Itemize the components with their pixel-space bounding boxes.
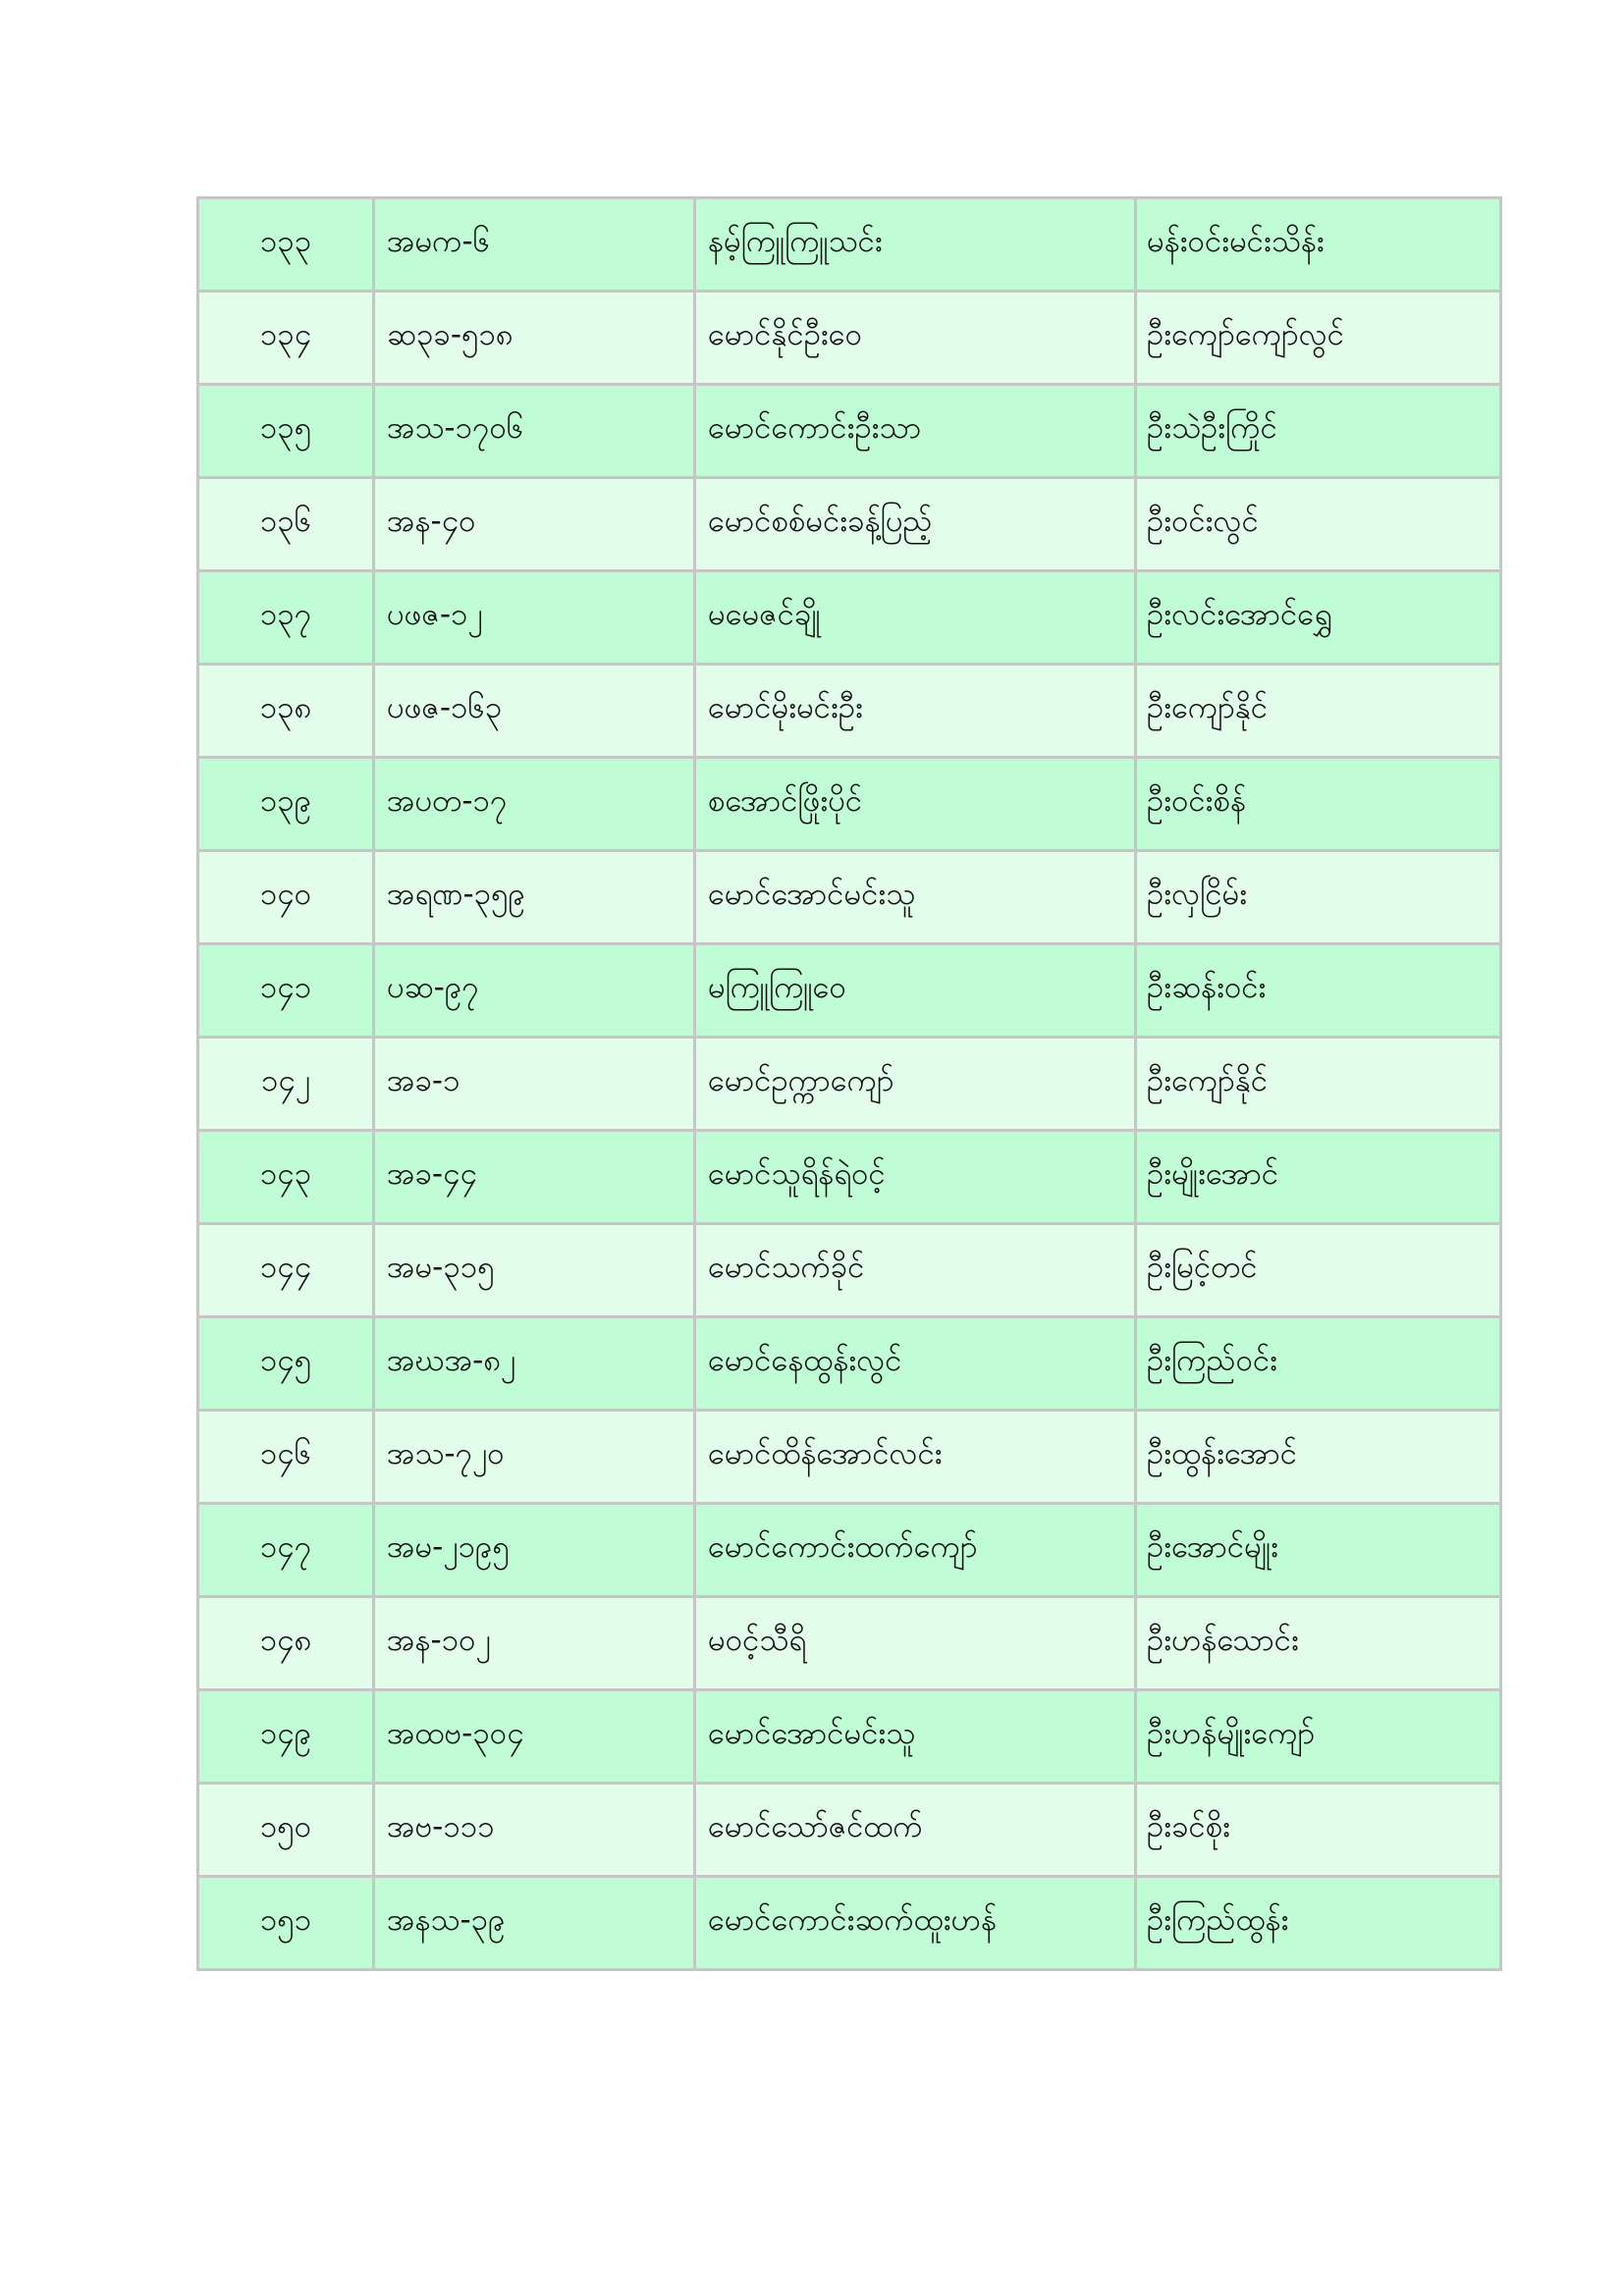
father-name-cell: ဦးမျိုးအောင် <box>1136 1131 1501 1224</box>
table-row <box>198 198 1501 292</box>
father-name-cell: ဦးလင်းအောင်ရွှေ <box>1136 571 1501 665</box>
registration-number-cell: ပဆ-၉၇ <box>374 944 695 1038</box>
registration-number-cell: အမ-၃၁၅ <box>374 1224 695 1317</box>
serial-number-cell: ၁၄၀ <box>198 851 374 944</box>
serial-number-cell: ၁၄၅ <box>198 1317 374 1411</box>
student-name-cell: မမေဇင်ချို <box>695 571 1136 665</box>
registration-number-cell: အနသ-၃၉ <box>374 1877 695 1970</box>
table-row <box>198 1317 1501 1411</box>
father-name-cell: ဦးသဲဦးကြိုင် <box>1136 385 1501 478</box>
registration-number-cell: အခ-၁ <box>374 1038 695 1131</box>
father-name-cell: ဦးကျော်နိုင် <box>1136 665 1501 758</box>
father-name-cell: မန်းဝင်းမင်းသိန်း <box>1136 198 1501 292</box>
registration-number-cell: အဃအ-၈၂ <box>374 1317 695 1411</box>
serial-number-cell: ၁၃၃ <box>198 198 374 292</box>
serial-number-cell: ၁၃၉ <box>198 758 374 851</box>
registration-number-cell: အဗ-၁၁၁ <box>374 1784 695 1877</box>
student-name-cell: မောင်နေထွန်းလွင် <box>695 1317 1136 1411</box>
student-name-cell: မောင်ဥက္ကာကျော် <box>695 1038 1136 1131</box>
serial-number-cell: ၁၄၄ <box>198 1224 374 1317</box>
registration-number-cell: အန-၁၀၂ <box>374 1597 695 1690</box>
table-row <box>198 478 1501 571</box>
roster-table <box>196 196 1502 1971</box>
student-name-cell: မောင်ကောင်းဦးသာ <box>695 385 1136 478</box>
serial-number-cell: ၁၄၁ <box>198 944 374 1038</box>
student-name-cell: မောင်ကောင်းဆက်ထူးဟန် <box>695 1877 1136 1970</box>
serial-number-cell: ၁၅၁ <box>198 1877 374 1970</box>
father-name-cell: ဦးကျော်နိုင် <box>1136 1038 1501 1131</box>
table-row <box>198 1224 1501 1317</box>
table-row <box>198 944 1501 1038</box>
serial-number-cell: ၁၃၄ <box>198 292 374 385</box>
serial-number-cell: ၁၃၆ <box>198 478 374 571</box>
serial-number-cell: ၁၄၃ <box>198 1131 374 1224</box>
table-row <box>198 1597 1501 1690</box>
father-name-cell: ဦးထွန်းအောင် <box>1136 1411 1501 1504</box>
registration-number-cell: အမက-၆ <box>374 198 695 292</box>
father-name-cell: ဦးဝင်းစိန် <box>1136 758 1501 851</box>
registration-number-cell: အသ-၇၂၀ <box>374 1411 695 1504</box>
student-name-cell: မောင်ထိန်အောင်လင်း <box>695 1411 1136 1504</box>
roster-sheet <box>196 196 1502 1971</box>
table-row <box>198 1038 1501 1131</box>
student-name-cell: မောင်အောင်မင်းသူ <box>695 851 1136 944</box>
student-name-cell: မောင်နိုင်ဦးဝေ <box>695 292 1136 385</box>
student-name-cell: မောင်သော်ဇင်ထက် <box>695 1784 1136 1877</box>
table-row <box>198 758 1501 851</box>
father-name-cell: ဦးအောင်မျိုး <box>1136 1504 1501 1597</box>
serial-number-cell: ၁၅၀ <box>198 1784 374 1877</box>
serial-number-cell: ၁၃၇ <box>198 571 374 665</box>
table-row <box>198 665 1501 758</box>
table-row <box>198 385 1501 478</box>
table-row <box>198 292 1501 385</box>
registration-number-cell: ပဖဇ-၁၆၃ <box>374 665 695 758</box>
table-row <box>198 1504 1501 1597</box>
student-name-cell: မောင်မိုးမင်းဦး <box>695 665 1136 758</box>
table-row <box>198 1784 1501 1877</box>
father-name-cell: ဦးကြည်ထွန်း <box>1136 1877 1501 1970</box>
roster-table-body <box>198 198 1501 1970</box>
student-name-cell: မောင်သက်ခိုင် <box>695 1224 1136 1317</box>
student-name-cell: မကြူကြူဝေ <box>695 944 1136 1038</box>
student-name-cell: မောင်ကောင်းထက်ကျော် <box>695 1504 1136 1597</box>
father-name-cell: ဦးဆန်းဝင်း <box>1136 944 1501 1038</box>
serial-number-cell: ၁၄၉ <box>198 1690 374 1784</box>
table-row <box>198 1690 1501 1784</box>
registration-number-cell: အထဗ-၃၀၄ <box>374 1690 695 1784</box>
student-name-cell: စအောင်ဖြိုးပိုင် <box>695 758 1136 851</box>
serial-number-cell: ၁၄၇ <box>198 1504 374 1597</box>
student-name-cell: နမ့်ကြူကြူသင်း <box>695 198 1136 292</box>
student-name-cell: မောင်စစ်မင်းခန့်ပြည့် <box>695 478 1136 571</box>
father-name-cell: ဦးခင်စိုး <box>1136 1784 1501 1877</box>
registration-number-cell: အပတ-၁၇ <box>374 758 695 851</box>
registration-number-cell: အခ-၄၄ <box>374 1131 695 1224</box>
serial-number-cell: ၁၃၅ <box>198 385 374 478</box>
registration-number-cell: အန-၄၀ <box>374 478 695 571</box>
student-name-cell: မဝင့်သီရိ <box>695 1597 1136 1690</box>
table-row <box>198 571 1501 665</box>
student-name-cell: မောင်သူရိန်ရဲဝင့် <box>695 1131 1136 1224</box>
father-name-cell: ဦးဟန်သောင်း <box>1136 1597 1501 1690</box>
registration-number-cell: အမ-၂၁၉၅ <box>374 1504 695 1597</box>
father-name-cell: ဦးကြည်ဝင်း <box>1136 1317 1501 1411</box>
registration-number-cell: အရဏ-၃၅၉ <box>374 851 695 944</box>
table-row <box>198 851 1501 944</box>
registration-number-cell: အသ-၁၇၀၆ <box>374 385 695 478</box>
registration-number-cell: ဆ၃ခ-၅၁၈ <box>374 292 695 385</box>
father-name-cell: ဦးဝင်းလွင် <box>1136 478 1501 571</box>
table-row <box>198 1877 1501 1970</box>
table-row <box>198 1411 1501 1504</box>
serial-number-cell: ၁၄၈ <box>198 1597 374 1690</box>
student-name-cell: မောင်အောင်မင်းသူ <box>695 1690 1136 1784</box>
registration-number-cell: ပဖဇ-၁၂ <box>374 571 695 665</box>
serial-number-cell: ၁၃၈ <box>198 665 374 758</box>
table-row <box>198 1131 1501 1224</box>
father-name-cell: ဦးမြင့်တင် <box>1136 1224 1501 1317</box>
father-name-cell: ဦးဟန်မျိုးကျော် <box>1136 1690 1501 1784</box>
serial-number-cell: ၁၄၆ <box>198 1411 374 1504</box>
father-name-cell: ဦးလှငြိမ်း <box>1136 851 1501 944</box>
serial-number-cell: ၁၄၂ <box>198 1038 374 1131</box>
father-name-cell: ဦးကျော်ကျော်လွင် <box>1136 292 1501 385</box>
